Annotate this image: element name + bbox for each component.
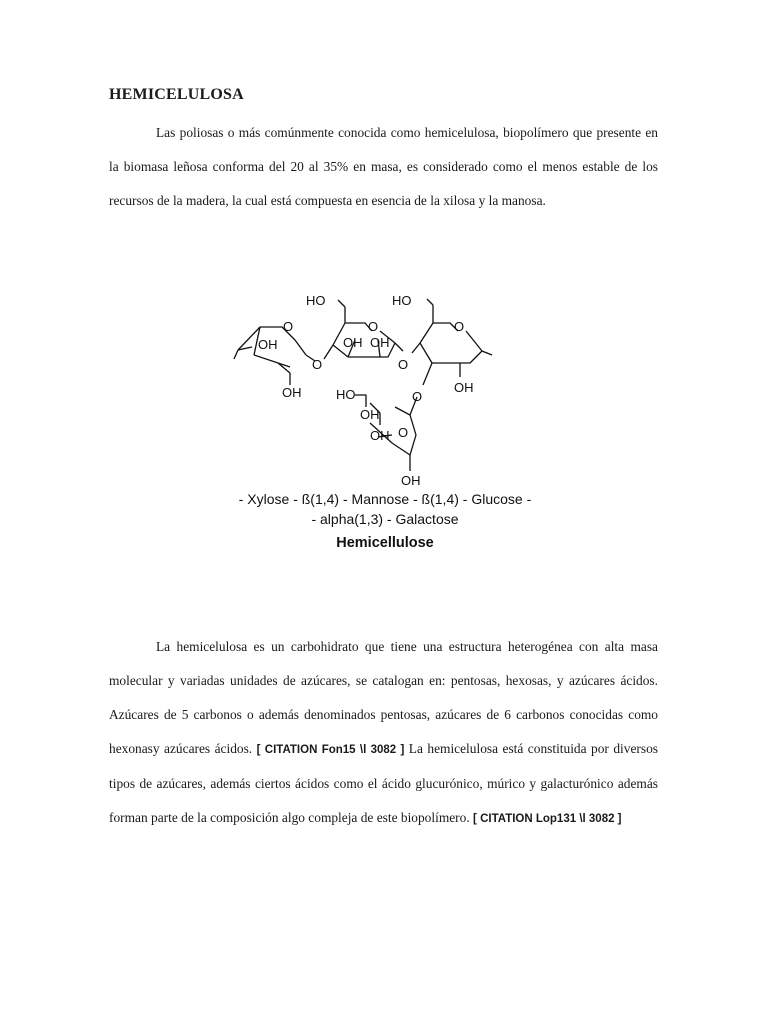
galactose-oh-label-3: OH — [401, 473, 421, 488]
galactose-oh-label-1: OH — [360, 407, 380, 422]
body-text-part-1: La hemicelulosa es un carbohidrato que tiene una estructura heterogénea con alta masa molecular y variadas unidades de azúcares, se catalogan en: pentosas, hexosas, y azúcares ácidos. Azúcares de 5 carbonos o además denominados pentosas, azúcares de 6 carbonos conocidas como hexonasy azúcares ácidos. — [109, 639, 658, 756]
body-text-part-2: La hemicelulosa está constituida por diversos tipos de azúcares, además ciertos ácidos como el ácido glucurónico, múrico y galacturónico además forman parte de la composición algo compleja de este biopolímero. — [109, 741, 658, 825]
intro-paragraph — [109, 116, 658, 218]
section-heading: HEMICELULOSA — [109, 86, 244, 103]
figure-caption-line-1: - Xylose - ß(1,4) - Mannose - ß(1,4) - Glucose - — [238, 491, 532, 507]
citation-field-1[interactable]: [ CITATION Fon15 \l 3082 ] — [256, 744, 405, 756]
hemicellulose-figure — [220, 285, 550, 560]
xylose-mannose-link-o-label: O — [312, 357, 323, 372]
body-paragraph-text — [109, 630, 658, 836]
glucose-ho-label: HO — [392, 293, 412, 308]
glucose-oh-label: OH — [454, 380, 474, 395]
figure-caption-line-2: - alpha(1,3) - Galactose — [311, 511, 459, 527]
glucose-galactose-link-o-label: O — [412, 389, 423, 404]
mannose-oh-label-2: OH — [370, 335, 390, 350]
mannose-ho-label: HO — [306, 293, 326, 308]
mannose-oh-label-1: OH — [343, 335, 363, 350]
intro-paragraph-text: Las poliosas o más comúnmente conocida como hemicelulosa, biopolímero que presente en la biomasa leñosa conforma del 20 al 35% en masa, es considerado como el menos estable de los recursos de la madera, la cual está compuesta en esencia de la xilosa y la manosa. — [109, 125, 658, 208]
citation-field-2[interactable]: [ CITATION Lop131 \l 3082 ] — [473, 813, 622, 825]
xylose-ring-o-label: O — [283, 319, 294, 334]
galactose-ring-o-label: O — [398, 425, 409, 440]
xylose-oh-label-1: OH — [258, 337, 278, 352]
galactose-oh-label-2: OH — [370, 428, 390, 443]
figure-title: Hemicellulose — [336, 535, 434, 551]
mannose-glucose-link-o-label: O — [398, 357, 409, 372]
galactose-ho-label: HO — [336, 387, 356, 402]
xylose-oh-label-2: OH — [282, 385, 302, 400]
body-paragraph — [109, 630, 658, 836]
glucose-ring-o-label: O — [454, 319, 465, 334]
mannose-ring-o-label: O — [368, 319, 379, 334]
hemicellulose-structure-diagram — [220, 285, 550, 490]
